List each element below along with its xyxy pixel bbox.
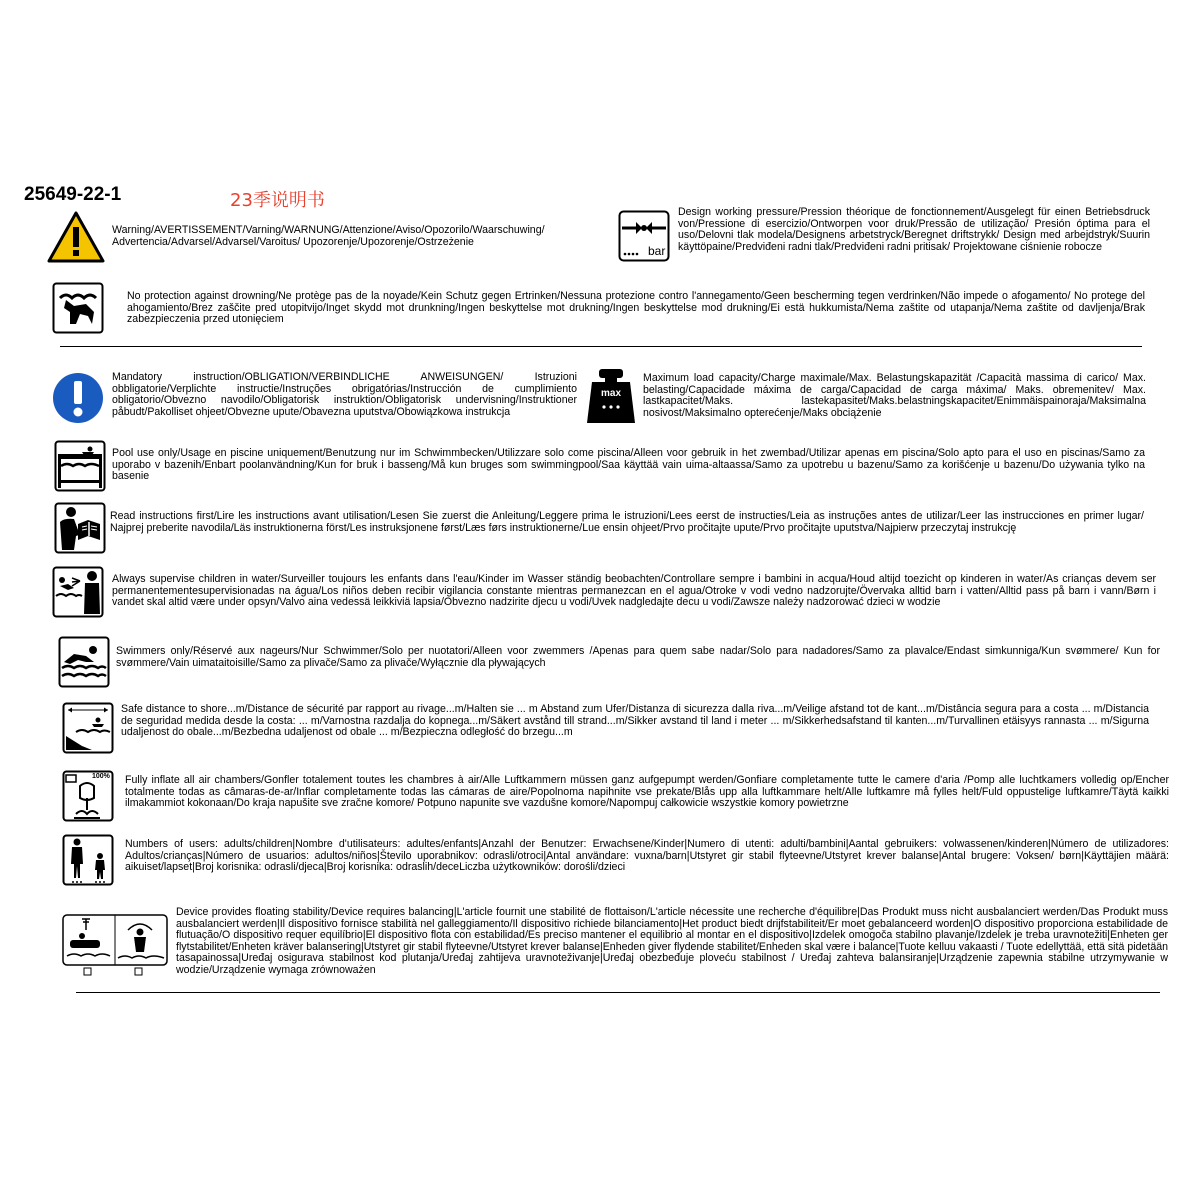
fully-inflate-icon xyxy=(62,770,114,822)
supervise-text: Always supervise children in water/Surveiller toujours les enfants dans l'eau/Kinder im Wasser ständig beobachten/Controllare sempre i bambini in acqua/Houd altijd toezicht op kinderen in water/As crianças devem ser permanentementesupervisionadas na água/Los niños deben recibir vigilancia constante mientras permanezcan en el agua/Otroke v vodi vedno nadzorujte/Övervaka alltid barn i vatten/Alltid pass på barn i vann/Børn i vandet skal altid være under opsyn/Valvo aina vedessä leikkiviä lapsia/Obvezno nadzirite djecu u vodi/Uvek nadgledajte decu u vodi/Zawsze należy nadzorować dzieci w wodzie xyxy=(112,573,1156,609)
pool-text: Pool use only/Usage en piscine uniquement/Benutzung nur im Schwimmbecken/Utilizzare solo come piscina/Alleen voor gebruik in het zwembad/Utilizar apenas em piscina/Solo apto para el uso en piscinas/Samo za uporabo v bazenih/Enbart poolanvändning/Kun for bruk i basseng/Må kun bruges som swimmingpool/Saa käyttää vain uima-altaassa/Samo za upotrebu u bazenu/Samo za korišćenje u bazenu/Do używania tylko na basenie xyxy=(112,447,1145,483)
mandatory-text: Mandatory instruction/OBLIGATION/VERBINDLICHE ANWEISUNGEN/ Istruzioni obbligatorie/Verplichte instructie/Instruções obrigatórias/Instrucción de cumplimiento obligatorio/Obvezno navodilo/Obligatorisk instruktion/Obligatorisk undervisning/Instruktioner påbudt/Pakolliset ohjeet/Obvezne upute/Obavezna uputstva/Obowiązkowa instrukcja xyxy=(112,371,577,418)
inflate-percent-label: 100% xyxy=(92,773,110,780)
max-load-weight-icon xyxy=(584,367,638,425)
inflate-text: Fully inflate all air chambers/Gonfler totalement toutes les chambres à air/Alle Luftkammern müssen ganz aufgepumpt werden/Gonfiare completamente tutte le camere d'aria /Pomp alle luchtkamers volledig op/Encher totalmente todas as câmaras-de-ar/Inflar completamente todas las cámaras de aire/Popolnoma napihnite vse prekate/Blås upp alla luftkammare helt/Alle luftkamre må fylles helt/Fuld oppustelige luftkamre/Täytä kaikki ilmakammiot kokonaan/Do kraja napušite sve zračne komore/ Potpuno napunite sve vazdušne komore/Napompuj całkowicie wszystkie komory powietrzne xyxy=(125,774,1169,810)
chinese-note: 23季说明书 xyxy=(230,190,325,211)
divider-top xyxy=(60,346,1142,347)
pressure-text: Design working pressure/Pression théorique de fonctionnement/Ausgelegt für einen Betriebsdruck von/Pressione di esercizio/Ontworpen voor druk/Pressão de utilização/ Presión óptima para el uso/Delovni tlak modela/Designens arbetstryck/Beregnet driftstrykk/ Design med arbejdstryk/Suurin käyttöpaine/Predviđeni radni tlak/Predviđeni radni pritisak/ Projektowane ciśnienie robocze xyxy=(678,206,1150,253)
swimmers-only-icon xyxy=(58,636,110,688)
pressure-gauge-icon xyxy=(618,210,670,262)
safe-distance-icon xyxy=(62,702,114,754)
max-load-text: Maximum load capacity/Charge maximale/Max. Belastungskapazität /Capacità massima di carico/ Max. belasting/Capacidade máxima de carga/Capacidad de carga máxima/ Maks. obremenitev/ Max. lastkapacitet/Maks. lastekapasitet/Maks.belastningskapacitet/Enimmäispainoraja/Maksimalna nosivost/Maksimalno opterećenje/Maks obciążenie xyxy=(643,372,1146,419)
pool-only-icon xyxy=(54,440,106,492)
distance-text: Safe distance to shore...m/Distance de sécurité par rapport au rivage...m/Halten sie ... m Abstand zum Ufer/Distanza di sicurezza dalla riva...m/Veilige afstand tot de kant...m/Distância segura para a costa ... m/Distancia de seguridad medida desde la costa: ... m/Varnostna razdalja do kopnega...m/Säkert avstånd till strand...m/Sikker avstand til land i meter ... m/Sikkerhedsafstand til kanten...m/Turvallinen etäisyys rannasta ... m/Sigurna udaljenost do obale...m/Bezbedna udaljenost od obale ... m/Bezpieczna odległość do brzegu...m xyxy=(121,703,1149,739)
floating-stability-icon xyxy=(62,914,168,976)
swimmers-text: Swimmers only/Réservé aux nageurs/Nur Schwimmer/Solo per nuotatori/Alleen voor zwemmers /Apenas para quem sabe nadar/Solo para nadadores/Samo za plavalce/Endast simkunniga/Kun svømmere/ Kun for svømmere/Vain uimataitoisille/Samo za plivače/Samo za plivače/Wyłącznie dla pływających xyxy=(116,645,1160,669)
drowning-text: No protection against drowning/Ne protège pas de la noyade/Kein Schutz gegen Ertrinken/Nessuna protezione contro l'annegamento/Geen bescherming tegen verdrinken/Não impede o afogamento/ No protege del ahogamiento/Brez zaščite pred utopitvijo/Inget skydd mot drunkning/Ingen beskyttelse mot drukning/Ingen beskyttelse mod drukning/Ei estä hukkumista/Nema zaštite od utapanja/Nema zaštite od davljenja/Brak zabezpieczenia przed utonięciem xyxy=(127,290,1145,326)
pressure-unit-label: bar xyxy=(648,244,666,258)
warning-triangle-icon xyxy=(46,210,106,264)
product-code: 25649-22-1 xyxy=(24,184,122,205)
supervise-children-icon xyxy=(52,566,104,618)
divider-bottom xyxy=(76,992,1160,993)
stability-text: Device provides floating stability/Device requires balancing|L'article fournit une stabilité de flottaison/L'article nécessite une recherche d'équilibre|Das Produkt muss nicht ausbalanciert werden/Das Produkt muss ausbalanciert werden|Il dispositivo fornisce stabilità nel galleggiamento/Il dispositivo richiede bilanciamento|Het product biedt drijfstabiliteit/Er moet gebalanceerd worden|O dispositivo proporciona estabilidade de flutuação/O dispositivo requer equilíbrio|El dispositivo flota con estabilidad/Es preciso mantener el equilibrio al montar en el dispositivo|Izdelek omogoča stabilno plavanje/Izdelek je treba uravnotežiti|Enheten ger flytstabilitet/Enheten kräver balansering|Utstyret gir stabil flyteevne/Utstyret krever balanse|Enheden giver flydende stabilitet/Enheden skal være i balance|Tuote kelluu vakaasti / Tuote edellyttää, että sitä pidetään tasapainossa|Uređaj osigurava stabilnost kod plutanja/Uređaj zahtijeva uravnoteživanje|Uređaj obezbeđuje plovеću stabilnost / Uređaj zahteva balansiranje|Urządzenie zapewnia stabilne utrzymywanie w wodzie/Urządzenie wymaga zrównoważen xyxy=(176,906,1168,976)
read-text: Read instructions first/Lire les instructions avant utilisation/Lesen Sie zuerst die Anleitung/Leggere prima le istruzioni/Lees eerst de instructies/Leia as instruções antes de utilizar/Leer las instrucciones en primer lugar/ Najprej preberite navodila/Läs instruktionerna först/Les instruksjonene først/Læs førs instruktionerne/Lue ensin ohjeet/Prvo pročitajte upute/Prvo pročitajte uputstva/Najpierw przeczytaj instrukcję xyxy=(110,510,1144,534)
read-instructions-icon xyxy=(54,502,106,554)
users-text: Numbers of users: adults/children|Nombre d'utilisateurs: adultes/enfants|Anzahl der Benutzer: Erwachsene/Kinder|Numero di utenti: adulti/bambini|Aantal gebruikers: volwassenen/kinderen|Número de utilizadores: Adultos/crianças|Número de usuarios: adultos/niños|Število uporabnikov: odrasli/otroci|Antal användare: vuxna/barn|Utstyret gir stabil flyteevne/Utstyret krever balanse|Antal brugere: Voksen/ børn|Käyttäjien määrä: aikuiset/lapset|Broj korisnika: odrasli/djeca|Broj korisnika: odraslih/deceLiczba użytkowników: dorośli/dzieci xyxy=(125,838,1169,874)
warning-text: Warning/AVERTISSEMENT/Varning/WARNUNG/Attenzione/Aviso/Opozorilo/Waarschuwing/ Advertencia/Advarsel/Advarsel/Varoitus/ Upozorenje/Upozorenje/Ostrzeżenie xyxy=(112,224,545,248)
no-drowning-protection-icon xyxy=(52,282,104,334)
number-of-users-icon xyxy=(62,834,114,886)
max-load-label: max xyxy=(601,388,622,399)
mandatory-exclamation-icon xyxy=(52,372,104,424)
